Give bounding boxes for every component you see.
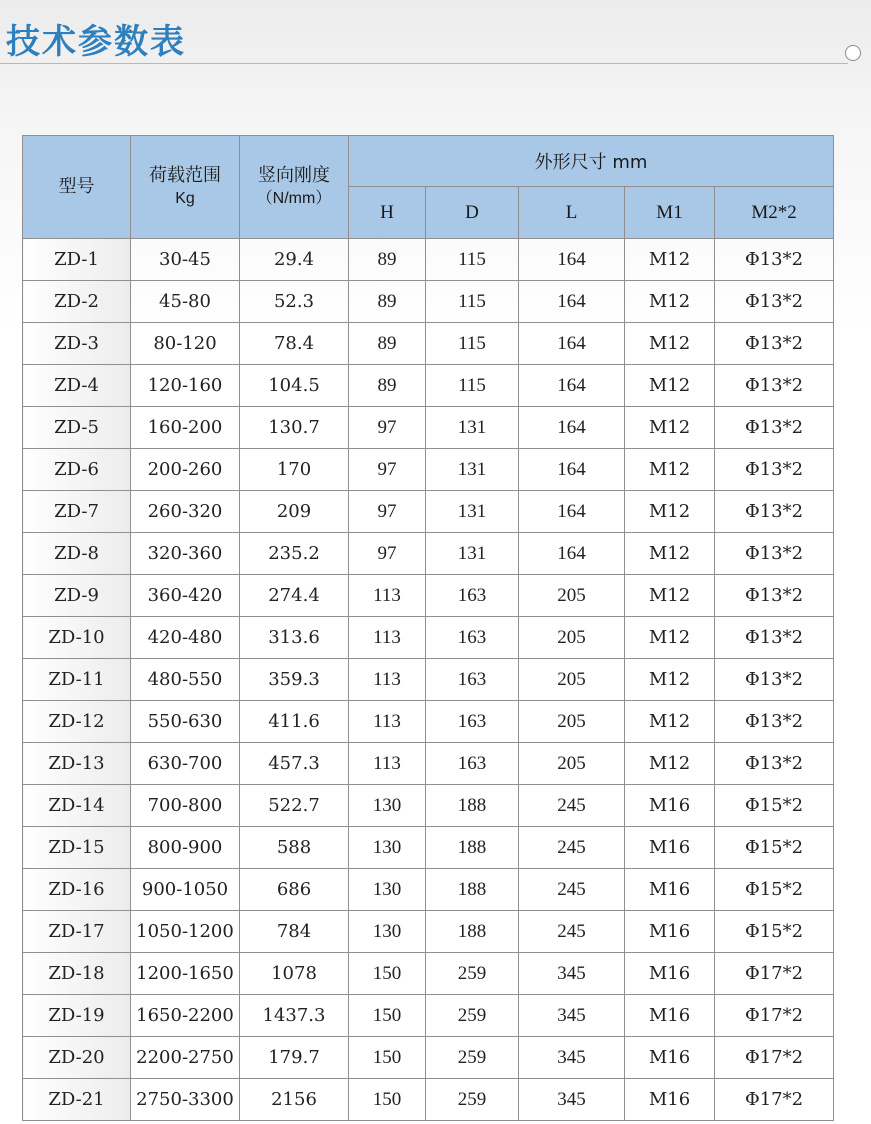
cell-m2: Φ13*2 — [715, 323, 834, 365]
cell-m2: Φ13*2 — [715, 491, 834, 533]
table-row — [23, 869, 834, 911]
cell-stiffness: 457.3 — [240, 743, 349, 785]
cell-m1: M16 — [625, 827, 715, 869]
cell-d: 163 — [426, 659, 519, 701]
cell-d: 163 — [426, 701, 519, 743]
cell-m1: M16 — [625, 953, 715, 995]
cell-stiffness: 78.4 — [240, 323, 349, 365]
cell-load-range: 700-800 — [131, 785, 240, 827]
cell-m1: M12 — [625, 491, 715, 533]
cell-m2: Φ13*2 — [715, 281, 834, 323]
cell-model: ZD-16 — [23, 869, 131, 911]
cell-model: ZD-9 — [23, 575, 131, 617]
cell-stiffness: 104.5 — [240, 365, 349, 407]
cell-load-range: 480-550 — [131, 659, 240, 701]
cell-stiffness: 686 — [240, 869, 349, 911]
table-row — [23, 659, 834, 701]
cell-l: 164 — [519, 281, 625, 323]
header-m2: M2*2 — [715, 187, 834, 239]
cell-l: 164 — [519, 533, 625, 575]
cell-load-range: 200-260 — [131, 449, 240, 491]
cell-m1: M16 — [625, 995, 715, 1037]
cell-h: 113 — [349, 575, 426, 617]
cell-d: 131 — [426, 407, 519, 449]
cell-l: 205 — [519, 659, 625, 701]
cell-l: 345 — [519, 1037, 625, 1079]
cell-m2: Φ13*2 — [715, 743, 834, 785]
table-body — [23, 239, 834, 1121]
cell-model: ZD-4 — [23, 365, 131, 407]
cell-m1: M12 — [625, 659, 715, 701]
cell-h: 150 — [349, 1079, 426, 1121]
table-header — [23, 136, 834, 239]
cell-m1: M12 — [625, 239, 715, 281]
cell-load-range: 420-480 — [131, 617, 240, 659]
table-row — [23, 323, 834, 365]
cell-h: 89 — [349, 323, 426, 365]
cell-m1: M12 — [625, 743, 715, 785]
table-row — [23, 533, 834, 575]
cell-m1: M12 — [625, 323, 715, 365]
table-row — [23, 1037, 834, 1079]
cell-d: 163 — [426, 743, 519, 785]
cell-stiffness: 2156 — [240, 1079, 349, 1121]
table-row — [23, 365, 834, 407]
cell-h: 130 — [349, 911, 426, 953]
cell-m1: M16 — [625, 785, 715, 827]
header-load-range-label: 荷载范围 — [149, 165, 221, 186]
cell-model: ZD-11 — [23, 659, 131, 701]
cell-l: 345 — [519, 995, 625, 1037]
header-d: D — [426, 187, 519, 239]
cell-model: ZD-6 — [23, 449, 131, 491]
cell-m2: Φ15*2 — [715, 869, 834, 911]
cell-l: 164 — [519, 407, 625, 449]
cell-load-range: 1650-2200 — [131, 995, 240, 1037]
cell-m1: M12 — [625, 533, 715, 575]
cell-load-range: 260-320 — [131, 491, 240, 533]
cell-load-range: 2750-3300 — [131, 1079, 240, 1121]
cell-l: 205 — [519, 701, 625, 743]
cell-h: 130 — [349, 785, 426, 827]
cell-load-range: 45-80 — [131, 281, 240, 323]
cell-stiffness: 1078 — [240, 953, 349, 995]
cell-h: 89 — [349, 281, 426, 323]
cell-m1: M12 — [625, 617, 715, 659]
cell-stiffness: 522.7 — [240, 785, 349, 827]
cell-m2: Φ15*2 — [715, 827, 834, 869]
table-row — [23, 995, 834, 1037]
cell-m1: M16 — [625, 911, 715, 953]
cell-stiffness: 170 — [240, 449, 349, 491]
cell-stiffness: 52.3 — [240, 281, 349, 323]
table-row — [23, 827, 834, 869]
cell-m1: M12 — [625, 365, 715, 407]
cell-h: 97 — [349, 407, 426, 449]
cell-d: 188 — [426, 911, 519, 953]
cell-stiffness: 784 — [240, 911, 349, 953]
table-row — [23, 281, 834, 323]
table-row — [23, 407, 834, 449]
cell-l: 205 — [519, 617, 625, 659]
cell-m1: M12 — [625, 449, 715, 491]
cell-m2: Φ13*2 — [715, 533, 834, 575]
table-row — [23, 239, 834, 281]
cell-d: 259 — [426, 1079, 519, 1121]
cell-load-range: 80-120 — [131, 323, 240, 365]
cell-h: 150 — [349, 995, 426, 1037]
cell-model: ZD-13 — [23, 743, 131, 785]
cell-stiffness: 359.3 — [240, 659, 349, 701]
cell-m2: Φ15*2 — [715, 911, 834, 953]
cell-load-range: 800-900 — [131, 827, 240, 869]
header-l: L — [519, 187, 625, 239]
cell-l: 345 — [519, 953, 625, 995]
cell-stiffness: 130.7 — [240, 407, 349, 449]
cell-m1: M12 — [625, 701, 715, 743]
cell-h: 150 — [349, 953, 426, 995]
cell-h: 130 — [349, 869, 426, 911]
cell-h: 150 — [349, 1037, 426, 1079]
header-load-range — [131, 136, 240, 239]
cell-load-range: 120-160 — [131, 365, 240, 407]
cell-h: 113 — [349, 659, 426, 701]
cell-d: 131 — [426, 449, 519, 491]
cell-m2: Φ15*2 — [715, 785, 834, 827]
header-load-unit: Kg — [175, 190, 195, 207]
cell-h: 97 — [349, 449, 426, 491]
cell-model: ZD-3 — [23, 323, 131, 365]
cell-d: 115 — [426, 281, 519, 323]
cell-stiffness: 1437.3 — [240, 995, 349, 1037]
cell-h: 113 — [349, 743, 426, 785]
header-stiffness — [240, 136, 349, 239]
cell-m2: Φ13*2 — [715, 365, 834, 407]
cell-m2: Φ13*2 — [715, 239, 834, 281]
cell-m2: Φ13*2 — [715, 701, 834, 743]
cell-l: 164 — [519, 323, 625, 365]
header-m1: M1 — [625, 187, 715, 239]
cell-stiffness: 235.2 — [240, 533, 349, 575]
cell-l: 164 — [519, 365, 625, 407]
cell-m2: Φ13*2 — [715, 575, 834, 617]
table-row — [23, 491, 834, 533]
cell-model: ZD-7 — [23, 491, 131, 533]
cell-m2: Φ17*2 — [715, 1037, 834, 1079]
cell-d: 163 — [426, 575, 519, 617]
cell-model: ZD-8 — [23, 533, 131, 575]
cell-d: 131 — [426, 491, 519, 533]
table-row — [23, 911, 834, 953]
cell-m1: M16 — [625, 1037, 715, 1079]
cell-d: 115 — [426, 365, 519, 407]
cell-h: 113 — [349, 701, 426, 743]
cell-model: ZD-10 — [23, 617, 131, 659]
cell-m2: Φ13*2 — [715, 659, 834, 701]
cell-model: ZD-17 — [23, 911, 131, 953]
cell-h: 97 — [349, 491, 426, 533]
cell-load-range: 550-630 — [131, 701, 240, 743]
cell-model: ZD-20 — [23, 1037, 131, 1079]
cell-model: ZD-21 — [23, 1079, 131, 1121]
spec-table — [22, 135, 834, 1121]
cell-model: ZD-18 — [23, 953, 131, 995]
cell-load-range: 160-200 — [131, 407, 240, 449]
table-row — [23, 617, 834, 659]
cell-stiffness: 411.6 — [240, 701, 349, 743]
cell-d: 188 — [426, 785, 519, 827]
cell-d: 259 — [426, 953, 519, 995]
table-row — [23, 953, 834, 995]
cell-d: 259 — [426, 1037, 519, 1079]
cell-m1: M16 — [625, 1079, 715, 1121]
cell-model: ZD-1 — [23, 239, 131, 281]
header-h: H — [349, 187, 426, 239]
cell-load-range: 360-420 — [131, 575, 240, 617]
cell-model: ZD-5 — [23, 407, 131, 449]
cell-d: 163 — [426, 617, 519, 659]
cell-d: 259 — [426, 995, 519, 1037]
cell-l: 245 — [519, 827, 625, 869]
table-row — [23, 575, 834, 617]
cell-m2: Φ13*2 — [715, 449, 834, 491]
cell-load-range: 30-45 — [131, 239, 240, 281]
cell-stiffness: 29.4 — [240, 239, 349, 281]
cell-load-range: 900-1050 — [131, 869, 240, 911]
cell-m2: Φ17*2 — [715, 995, 834, 1037]
cell-h: 89 — [349, 239, 426, 281]
cell-model: ZD-19 — [23, 995, 131, 1037]
header-dimensions-group: 外形尺寸 mm — [349, 136, 834, 187]
cell-stiffness: 209 — [240, 491, 349, 533]
cell-d: 115 — [426, 239, 519, 281]
cell-l: 245 — [519, 911, 625, 953]
cell-l: 205 — [519, 575, 625, 617]
cell-l: 245 — [519, 785, 625, 827]
cell-m1: M12 — [625, 407, 715, 449]
cell-load-range: 1200-1650 — [131, 953, 240, 995]
table-row — [23, 743, 834, 785]
header-model-label: 型号 — [58, 176, 95, 197]
cell-h: 130 — [349, 827, 426, 869]
cell-model: ZD-12 — [23, 701, 131, 743]
header-stiffness-label: 竖向刚度 — [258, 165, 330, 186]
table-row — [23, 449, 834, 491]
cell-h: 97 — [349, 533, 426, 575]
cell-h: 89 — [349, 365, 426, 407]
cell-model: ZD-14 — [23, 785, 131, 827]
table-row — [23, 785, 834, 827]
header-row-1 — [23, 136, 834, 187]
cell-h: 113 — [349, 617, 426, 659]
cell-load-range: 320-360 — [131, 533, 240, 575]
cell-m1: M12 — [625, 575, 715, 617]
cell-load-range: 1050-1200 — [131, 911, 240, 953]
cell-d: 188 — [426, 827, 519, 869]
cell-d: 188 — [426, 869, 519, 911]
cell-l: 345 — [519, 1079, 625, 1121]
circle-icon — [845, 45, 861, 61]
cell-m2: Φ17*2 — [715, 1079, 834, 1121]
title-underline — [0, 63, 848, 64]
cell-load-range: 2200-2750 — [131, 1037, 240, 1079]
table-row — [23, 701, 834, 743]
cell-l: 164 — [519, 239, 625, 281]
cell-l: 164 — [519, 491, 625, 533]
page-title: 技术参数表 — [6, 22, 186, 62]
cell-load-range: 630-700 — [131, 743, 240, 785]
cell-l: 245 — [519, 869, 625, 911]
cell-m1: M12 — [625, 281, 715, 323]
cell-m2: Φ13*2 — [715, 407, 834, 449]
cell-d: 115 — [426, 323, 519, 365]
cell-m1: M16 — [625, 869, 715, 911]
cell-stiffness: 179.7 — [240, 1037, 349, 1079]
table-row — [23, 1079, 834, 1121]
header-model — [23, 136, 131, 239]
cell-stiffness: 274.4 — [240, 575, 349, 617]
cell-m2: Φ13*2 — [715, 617, 834, 659]
cell-l: 205 — [519, 743, 625, 785]
cell-d: 131 — [426, 533, 519, 575]
cell-stiffness: 588 — [240, 827, 349, 869]
cell-stiffness: 313.6 — [240, 617, 349, 659]
cell-m2: Φ17*2 — [715, 953, 834, 995]
header-stiffness-unit: （N/mm） — [256, 190, 332, 207]
cell-l: 164 — [519, 449, 625, 491]
cell-model: ZD-2 — [23, 281, 131, 323]
cell-model: ZD-15 — [23, 827, 131, 869]
